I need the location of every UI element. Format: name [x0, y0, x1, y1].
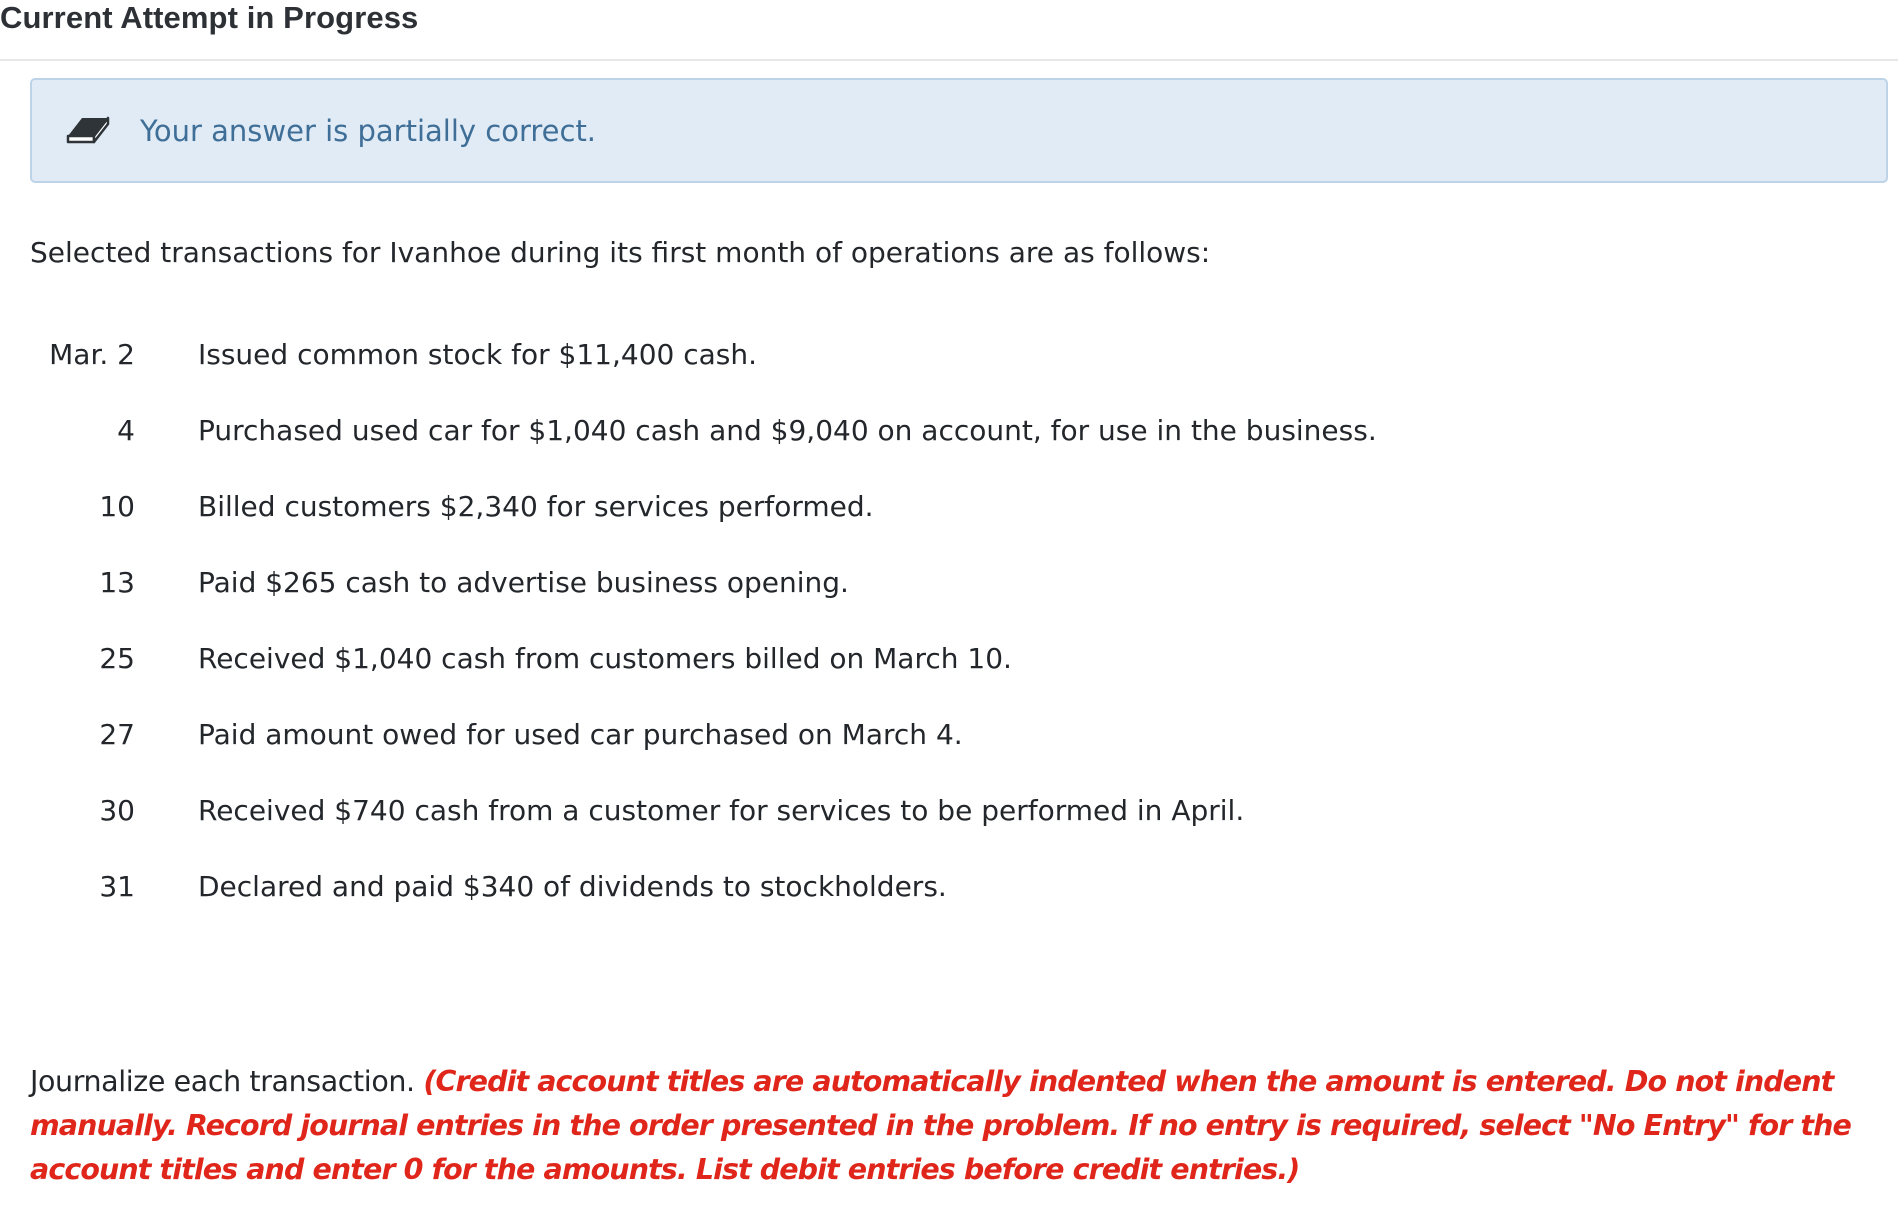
transaction-date: 4	[117, 414, 135, 447]
transaction-description: Received $740 cash from a customer for services to be performed in April.	[198, 794, 1245, 827]
transaction-date: 13	[99, 566, 135, 599]
transaction-description: Paid amount owed for used car purchased on March 4.	[198, 718, 963, 751]
transaction-date: 31	[99, 870, 135, 903]
problem-intro: Selected transactions for Ivanhoe during its first month of operations are as follows:	[30, 236, 1211, 269]
transaction-date: 30	[99, 794, 135, 827]
transaction-description: Issued common stock for $11,400 cash.	[198, 338, 758, 371]
transaction-description: Declared and paid $340 of dividends to stockholders.	[198, 870, 947, 903]
transaction-description: Paid $265 cash to advertise business opening.	[198, 566, 849, 599]
page-title: Current Attempt in Progress	[0, 0, 419, 35]
transaction-row	[30, 794, 1530, 870]
transaction-description: Received $1,040 cash from customers billed on March 10.	[198, 642, 1012, 675]
transaction-date: Mar. 2	[49, 338, 135, 371]
transaction-row	[30, 642, 1530, 718]
transaction-row	[30, 414, 1530, 490]
transaction-date: 25	[99, 642, 135, 675]
header-divider	[0, 59, 1898, 61]
transaction-description: Billed customers $2,340 for services performed.	[198, 490, 874, 523]
feedback-banner	[30, 78, 1888, 183]
transaction-row	[30, 870, 1530, 946]
transaction-row	[30, 718, 1530, 794]
transaction-row	[30, 566, 1530, 642]
transaction-date: 10	[99, 490, 135, 523]
feedback-message: Your answer is partially correct.	[140, 114, 597, 148]
transaction-date: 27	[99, 718, 135, 751]
transaction-description: Purchased used car for $1,040 cash and $9,040 on account, for use in the business.	[198, 414, 1377, 447]
transaction-row	[30, 338, 1530, 414]
journal-instructions	[30, 1060, 1890, 1192]
transaction-row	[30, 490, 1530, 566]
transaction-list	[30, 338, 1530, 946]
instruction-note: (Credit account titles are automatically indented when the amount is entered. Do not indent manually. Record journal entries in the order presented in the problem. If no entry is required, select "No Entry" for the account titles and enter 0 for the amounts. List debit entries before credit entries.)	[30, 1065, 1851, 1186]
eraser-icon	[66, 110, 114, 146]
instruction-text: Journalize each transaction.	[30, 1065, 415, 1098]
